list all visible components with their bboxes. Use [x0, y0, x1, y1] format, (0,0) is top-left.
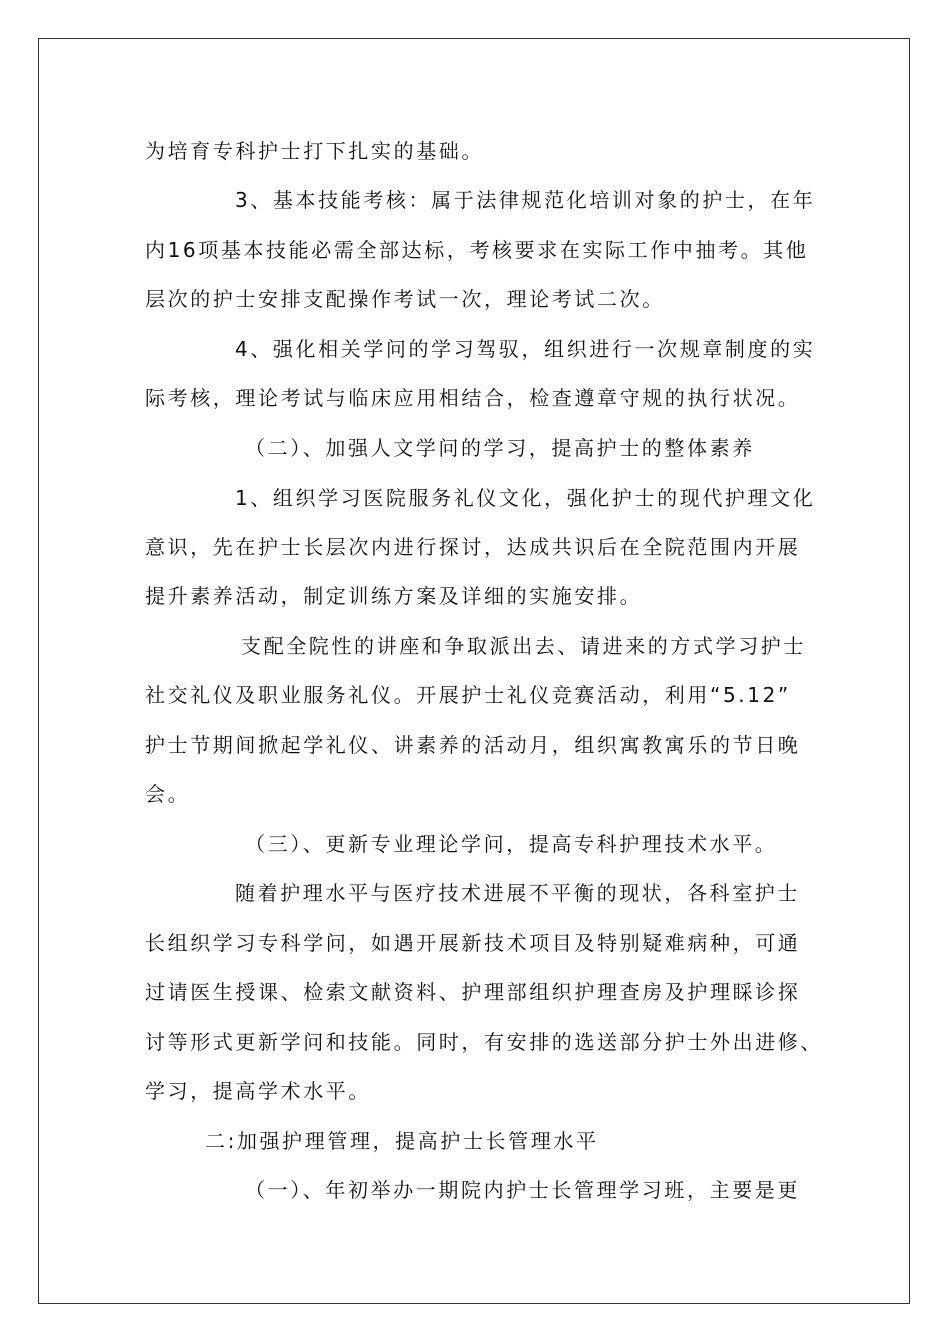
text-line: 1、组织学习医院服务礼仪文化，强化护士的现代护理文化	[235, 486, 816, 510]
text-line: 随着护理水平与医疗技术进展不平衡的现状，各科室护士	[235, 881, 800, 905]
text-line: 层次的护士安排支配操作考试一次，理论考试二次。	[145, 287, 665, 311]
text-line: （一）、年初举办一期院内护士长管理学习班，主要是更	[245, 1178, 800, 1202]
text-line: 讨等形式更新学问和技能。同时，有安排的选送部分护士外出进修、	[145, 1030, 823, 1054]
text-line: 提升素养活动，制定训练方案及详细的实施安排。	[145, 584, 643, 608]
text-line: 支配全院性的讲座和争取派出去、请进来的方式学习护士	[241, 634, 806, 658]
text-line: 护士节期间掀起学礼仪、讲素养的活动月，组织寓教寓乐的节日晚	[145, 733, 801, 757]
text-line: 3、基本技能考核：属于法律规范化培训对象的护士，在年	[235, 188, 816, 212]
text-line: 为培育专科护士打下扎实的基础。	[145, 139, 484, 163]
page-border	[38, 38, 910, 1304]
text-line: 意识，先在护士长层次内进行探讨，达成共识后在全院范围内开展	[145, 535, 801, 559]
section-heading: （二）、加强人文学问的学习，提高护士的整体素养	[245, 436, 755, 460]
section-heading: （三）、更新专业理论学问，提高专科护理技术水平。	[245, 832, 778, 856]
text-line: 会。	[145, 782, 191, 806]
section-heading: 二:加强护理管理，提高护士长管理水平	[205, 1129, 599, 1153]
text-line: 过请医生授课、检索文献资料、护理部组织护理查房及护理睬诊探	[145, 980, 801, 1004]
text-line: 内16项基本技能必需全部达标，考核要求在实际工作中抽考。其他	[145, 238, 809, 262]
text-line: 4、强化相关学问的学习驾驭，组织进行一次规章制度的实	[235, 337, 816, 361]
text-line: 际考核，理论考试与临床应用相结合，检查遵章守规的执行状况。	[145, 386, 801, 410]
text-line: 长组织学习专科学问，如遇开展新技术项目及特别疑难病种，可通	[145, 931, 801, 955]
text-line: 社交礼仪及职业服务礼仪。开展护士礼仪竞赛活动，利用“5.12”	[145, 683, 791, 707]
text-line: 学习，提高学术水平。	[145, 1079, 371, 1103]
